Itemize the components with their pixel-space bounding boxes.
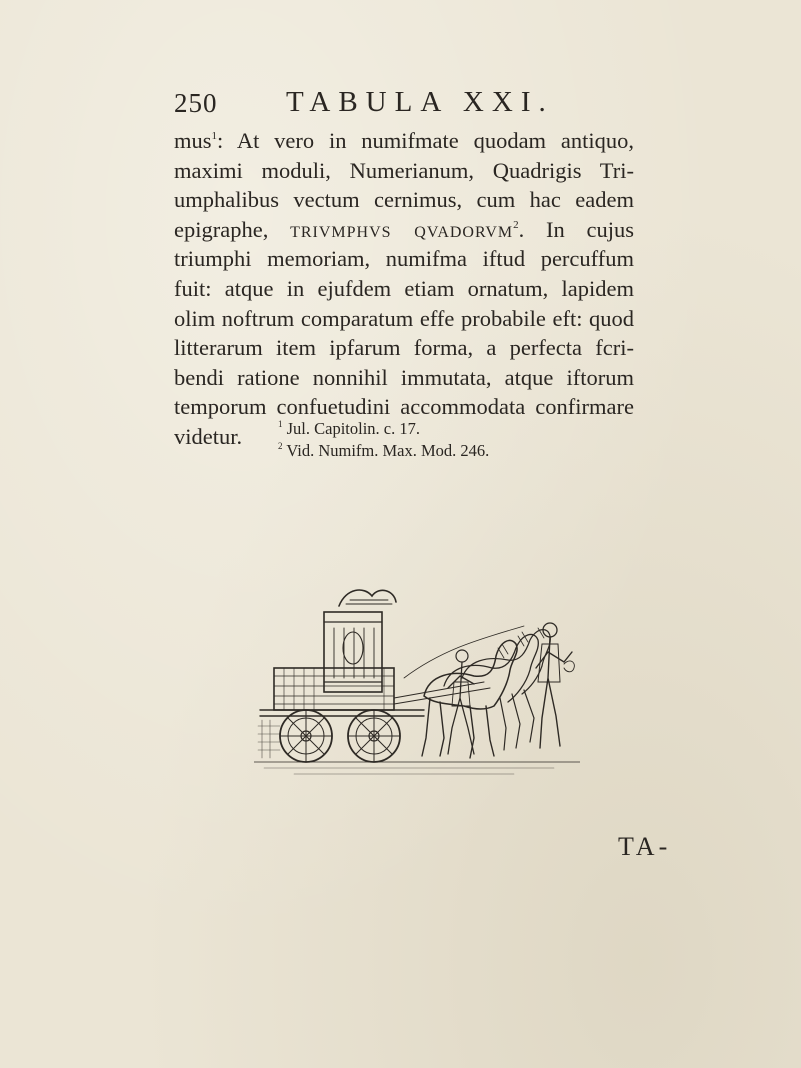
- triumphal-quadriga-engraving-icon: [254, 578, 580, 780]
- footnote-ref-1: 1: [211, 130, 218, 142]
- text-line-7: olim noftrum comparatum effe probabile eft: quod: [174, 305, 634, 331]
- text-line-5: triumphi memoriam, numifma iftud percuffum: [174, 246, 634, 272]
- text-line-1: mus$^1$: At vero in numifmate quodam antiquo,: [174, 128, 634, 153]
- text-line-11: videtur.: [174, 423, 243, 449]
- body-text: [174, 126, 634, 452]
- text-line-2: maximi moduli, Numerianum, Quadrigis Tri-: [174, 157, 634, 183]
- running-title: TABULA XXI.: [286, 86, 554, 118]
- text-line-4: epigraphe, trivmphvs qvadorvm$^2$. In cujus: [174, 216, 634, 242]
- footnote-ref-2: 2: [513, 218, 519, 231]
- catchword: TA-: [618, 832, 672, 861]
- page-number: 250: [174, 88, 218, 118]
- text-line-10: temporum confuetudini accommodata confirmare: [174, 394, 634, 420]
- text-line-9: bendi ratione nonnihil immutata, atque iftorum: [174, 364, 634, 390]
- page-header: [174, 86, 634, 126]
- text-line-8: litterarum item ipfarum forma, a perfecta fcri-: [174, 335, 634, 361]
- footnote-1: $^1$ Jul. Capitolin. c. 17.: [278, 419, 420, 438]
- footnotes: [278, 418, 598, 461]
- coin-inscription: trivmphvs qvadorvm: [290, 216, 514, 242]
- footnote-2: $^2$ Vid. Numifm. Max. Mod. 246.: [278, 440, 490, 460]
- text-line-3: umphalibus vectum cernimus, cum hac eadem: [174, 187, 634, 213]
- text-line-6: fuit: atque in ejufdem etiam ornatum, lapidem: [174, 275, 634, 301]
